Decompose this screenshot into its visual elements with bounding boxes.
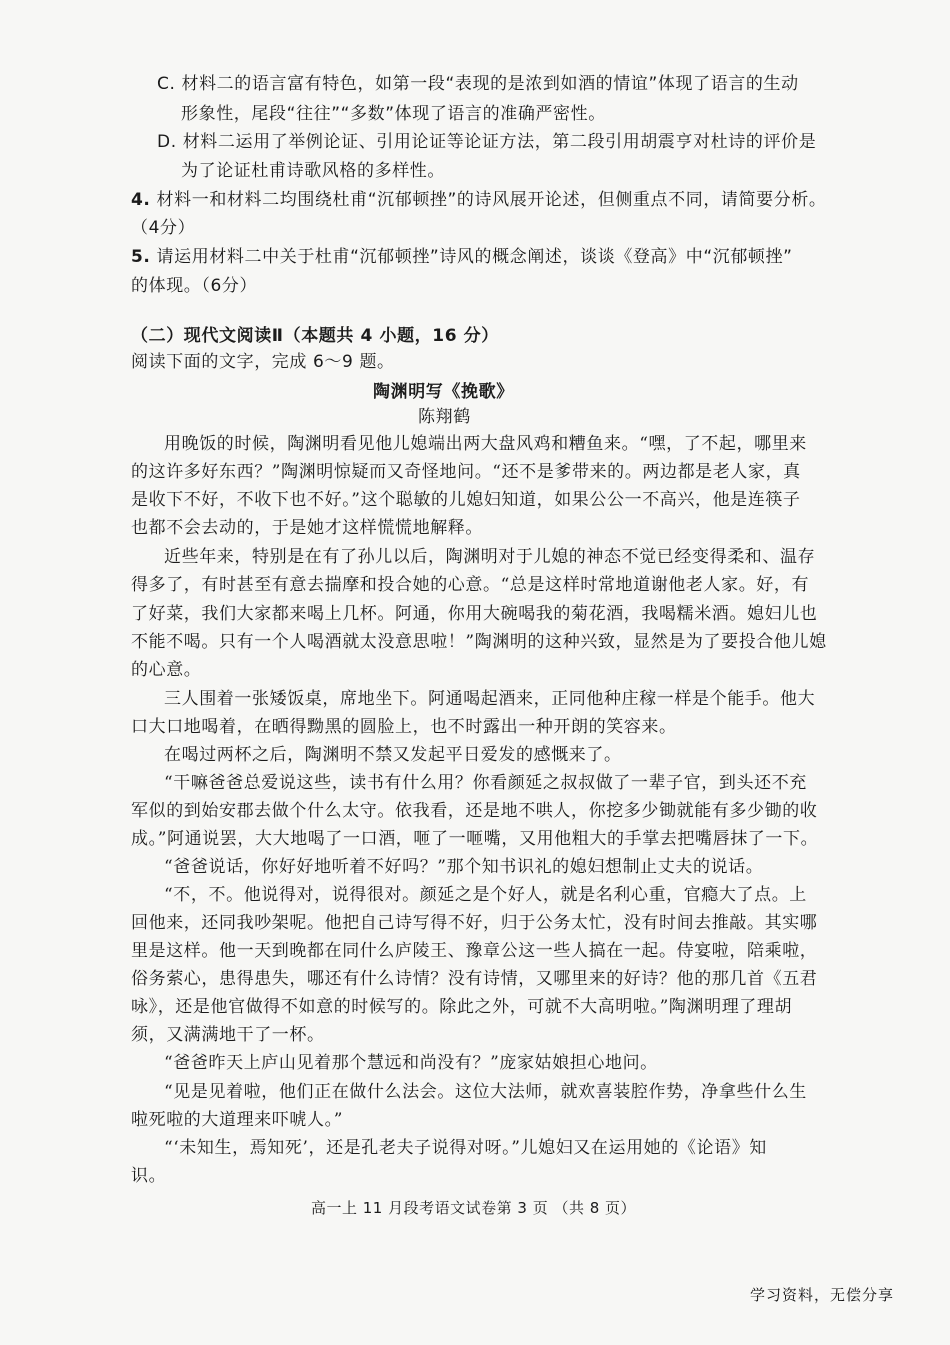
passage-line: 口大口地喝着，在晒得黝黑的圆脸上，也不时露出一种开朗的笑容来。 [131,717,677,737]
question-5-number: 5. [131,247,151,267]
passage-line: 须，又满满地干了一杯。 [131,1025,325,1045]
option-c-line-2: 形象性，尾段“往往”“多数”体现了语言的准确严密性。 [181,104,606,124]
passage-line: 的心意。 [131,660,202,680]
question-4-text: 材料一和材料二均围绕杜甫“沉郁顿挫”的诗风展开论述，但侧重点不同，请简要分析。 [156,190,827,210]
passage-line: 得多了，有时甚至有意去揣摩和投合她的心意。“总是这样时常地道谢他老人家。好，有 [131,575,810,595]
passage-line: 的这许多好东西？”陶渊明惊疑而又奇怪地问。“还不是爹带来的。两边都是老人家，真 [131,462,801,482]
passage-line: 不能不喝。只有一个人喝酒就太没意思啦！”陶渊明的这种兴致，显然是为了要投合他儿媳 [131,632,827,652]
option-c-line-1: C. 材料二的语言富有特色，如第一段“表现的是浓到如酒的情谊”体现了语言的生动 [157,74,799,94]
article-title: 陶渊明写《挽歌》 [373,382,514,402]
option-d-line-2: 为了论证杜甫诗歌风格的多样性。 [181,161,445,181]
question-4 [131,189,827,211]
passage-line: 也都不会去动的，于是她才这样慌慌地解释。 [131,518,483,538]
passage-line: “爸爸说话，你好好地听着不好吗？”那个知书识礼的媳妇想制止丈夫的说话。 [164,857,764,877]
section-heading: （二）现代文阅读Ⅱ（本题共 4 小题，16 分） [131,326,499,346]
watermark-text: 学习资料，无偿分享 [749,1286,894,1304]
passage-line: 里是这样。他一天到晚都在同什么庐陵王、豫章公这一些人搞在一起。侍宴啦，陪乘啦， [131,941,818,961]
passage-line: 三人围着一张矮饭桌，席地坐下。阿通喝起酒来，正同他种庄稼一样是个能手。他大 [164,689,816,709]
passage-line: 了好菜，我们大家都来喝上几杯。阿通，你用大碗喝我的菊花酒，我喝糯米酒。媳妇儿也 [131,604,818,624]
passage-line: 用晚饭的时候，陶渊明看见他儿媳端出两大盘风鸡和糟鱼来。“嘿，了不起，哪里来 [164,434,807,454]
passage-line: 回他来，还同我吵架呢。他把自己诗写得不好，归于公务太忙，没有时间去推敲。其实哪 [131,913,818,933]
section-instruction: 阅读下面的文字，完成 6～9 题。 [131,352,395,372]
question-4-points: （4分） [131,218,196,238]
passage-line: 啦死啦的大道理来吓唬人。” [131,1110,343,1130]
passage-line: 在喝过两杯之后，陶渊明不禁又发起平日爱发的感慨来了。 [164,745,622,765]
page-footer: 高一上 11 月段考语文试卷第 3 页 （共 8 页） [311,1199,637,1217]
passage-line: 成。”阿通说罢，大大地喝了一口酒，咂了一咂嘴，又用他粗大的手掌去把嘴唇抹了一下。 [131,829,819,849]
passage-line: 咏》，还是他官做得不如意的时候写的。除此之外，可就不大高明啦。”陶渊明理了理胡 [131,997,793,1017]
passage-line: “见是见着啦，他们正在做什么法会。这位大法师，就欢喜装腔作势，净拿些什么生 [164,1082,807,1102]
passage-line: “爸爸昨天上庐山见着那个慧远和尚没有？”庞家姑娘担心地问。 [164,1053,658,1073]
passage-line: “不，不。他说得对，说得很对。颜延之是个好人，就是名利心重，官瘾大了点。上 [164,885,807,905]
passage-line: 俗务萦心，患得患失，哪还有什么诗情？没有诗情，又哪里来的好诗？他的那几首《五君 [131,969,818,989]
question-5-line-2: 的体现。（6分） [131,276,258,296]
passage-line: “干嘛爸爸总爱说这些，读书有什么用？你看颜延之叔叔做了一辈子官，到头还不充 [164,773,807,793]
article-author: 陈翔鹤 [418,407,471,427]
passage-line: “‘未知生，焉知死’，还是孔老夫子说得对呀。”儿媳妇又在运用她的《论语》知 [164,1138,767,1158]
question-5-text: 请运用材料二中关于杜甫“沉郁顿挫”诗风的概念阐述，谈谈《登高》中“沉郁顿挫” [156,247,793,267]
question-4-number: 4. [131,190,151,210]
passage-line: 识。 [131,1166,167,1186]
passage-line: 近些年来，特别是在有了孙儿以后，陶渊明对于儿媳的神态不觉已经变得柔和、温存 [164,547,816,567]
option-d-line-1: D. 材料二运用了举例论证、引用论证等论证方法，第二段引用胡震亨对杜诗的评价是 [157,132,817,152]
question-5 [131,246,793,268]
passage-line: 是收下不好，不收下也不好。”这个聪敏的儿媳妇知道，如果公公一不高兴，他是连筷子 [131,490,801,510]
passage-line: 军似的到始安郡去做个什么太守。依我看，还是地不哄人，你挖多少锄就能有多少锄的收 [131,801,818,821]
